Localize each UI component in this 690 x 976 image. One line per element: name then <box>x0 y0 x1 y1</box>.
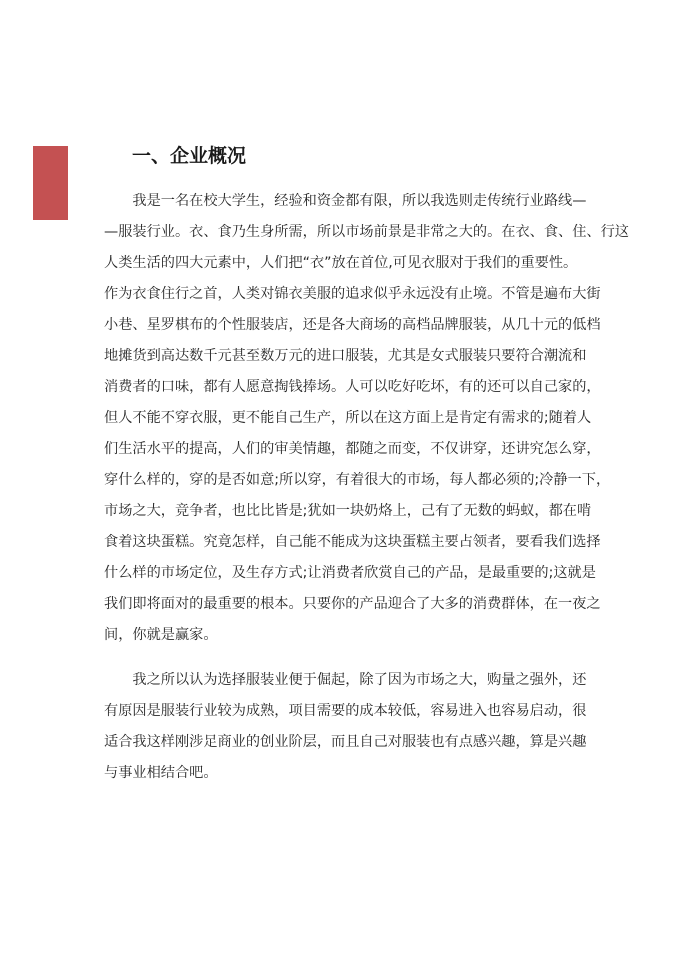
text-line: 有原因是服装行业较为成熟，项目需要的成本较低，容易进入也容易启动，很 <box>104 703 587 719</box>
paragraph-2 <box>104 665 588 789</box>
text-line: 们生活水平的提高，人们的审美情趣，都随之而变，不仅讲穿，还讲究怎么穿， <box>104 441 601 457</box>
text-line: 作为衣食住行之首，人类对锦衣美服的追求似乎永远没有止境。不管是遍布大街 <box>104 286 601 302</box>
text-line: 人类生活的四大元素中，人们把“衣”放在首位,可见衣服对于我们的重要性。 <box>104 255 578 271</box>
text-line: 间，你就是赢家。 <box>104 627 218 643</box>
text-line: 小巷、星罗棋布的个性服装店，还是各大商场的高档品牌服装，从几十元的低档 <box>104 317 601 333</box>
paragraph-spacer <box>104 651 588 665</box>
section-heading: 一、企业概况 <box>132 145 247 167</box>
text-line: 但人不能不穿衣服，更不能自己生产，所以在这方面上是肯定有需求的;随着人 <box>104 410 592 426</box>
text-line: 市场之大，竞争者，也比比皆是;犹如一块奶烙上，己有了无数的蚂蚁，都在啃 <box>104 503 592 519</box>
text-line: 我是一名在校大学生，经验和资金都有限，所以我选则走传统行业路线— <box>104 193 587 209</box>
text-line: 食着这块蛋糕。究竟怎样，自己能不能成为这块蛋糕主要占领者，要看我们选择 <box>104 534 601 550</box>
text-line: 与事业相结合吧。 <box>104 765 218 781</box>
text-line: —服装行业。衣、食乃生身所需，所以市场前景是非常之大的。在衣、食、住、行这 <box>104 224 629 240</box>
text-line: 我们即将面对的最重要的根本。只要你的产品迎合了大多的消费群体，在一夜之 <box>104 596 601 612</box>
text-line: 适合我这样刚涉足商业的创业阶层，而且自己对服装也有点感兴趣，算是兴趣 <box>104 734 587 750</box>
text-line: 什么样的市场定位，及生存方式;让消费者欣赏自己的产品，是最重要的;这就是 <box>104 565 596 581</box>
text-line: 我之所以认为选择服装业便于倔起，除了因为市场之大，购量之强外，还 <box>104 672 587 688</box>
document-body <box>104 186 629 789</box>
text-line: 穿什么样的，穿的是否如意;所以穿，有着很大的市场，每人都必须的;冷静一下， <box>104 472 611 488</box>
text-line: 地摊货到高达数千元甚至数万元的进口服装，尤其是女式服装只要符合潮流和 <box>104 348 587 364</box>
paragraph-1 <box>104 186 629 651</box>
red-accent-bar <box>33 146 68 220</box>
text-line: 消费者的口味，都有人愿意掏钱捧场。人可以吃好吃坏，有的还可以自己家的， <box>104 379 601 395</box>
